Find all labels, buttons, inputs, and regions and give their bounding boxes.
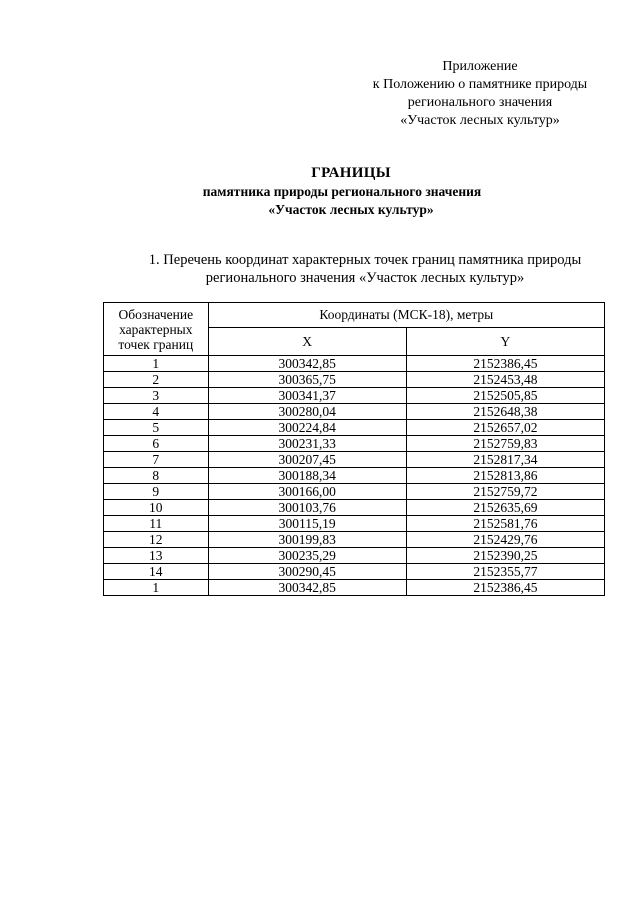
y-coordinate-cell: 2152635,69 [406,500,604,516]
table-row [104,404,605,420]
x-coordinate-cell: 300290,45 [208,564,406,580]
table-row [104,452,605,468]
point-cell: 2 [104,372,209,388]
table-row [104,516,605,532]
x-column-header: X [208,328,406,356]
appendix-note [330,58,630,130]
y-coordinate-cell: 2152657,02 [406,420,604,436]
point-cell: 4 [104,404,209,420]
x-coordinate-cell: 300115,19 [208,516,406,532]
x-coordinate-cell: 300342,85 [208,356,406,372]
y-column-header: Y [406,328,604,356]
table-row [104,580,605,596]
y-coordinate-cell: 2152429,76 [406,532,604,548]
point-cell: 10 [104,500,209,516]
appendix-line: Приложение [442,59,518,74]
x-coordinate-cell: 300188,34 [208,468,406,484]
point-cell: 5 [104,420,209,436]
appendix-line: регионального значения [407,95,553,110]
table-row [104,500,605,516]
point-cell: 13 [104,548,209,564]
table-row [104,420,605,436]
x-coordinate-cell: 300103,76 [208,500,406,516]
point-cell: 9 [104,484,209,500]
appendix-line: «Участок лесных культур» [400,113,560,128]
x-coordinate-cell: 300166,00 [208,484,406,500]
point-header-line: Обозначение [118,306,194,322]
y-coordinate-cell: 2152813,86 [406,468,604,484]
x-coordinate-cell: 300207,45 [208,452,406,468]
table-row [104,564,605,580]
point-cell: 7 [104,452,209,468]
coordinates-group-header: Координаты (МСК-18), метры [208,303,604,328]
y-coordinate-cell: 2152453,48 [406,372,604,388]
table-row [104,484,605,500]
x-coordinate-cell: 300231,33 [208,436,406,452]
y-coordinate-cell: 2152581,76 [406,516,604,532]
x-coordinate-cell: 300280,04 [208,404,406,420]
coordinates-table [103,302,605,596]
section-heading [100,251,630,287]
point-cell: 8 [104,468,209,484]
y-coordinate-cell: 2152759,83 [406,436,604,452]
section-heading-line: 1. Перечень координат характерных точек границ памятника природы [148,252,582,268]
title-name: «Участок лесных культур» [268,202,434,217]
y-coordinate-cell: 2152355,77 [406,564,604,580]
table-header [104,303,605,356]
x-coordinate-cell: 300235,29 [208,548,406,564]
point-header-line: характерных [119,321,193,337]
table-row [104,532,605,548]
y-coordinate-cell: 2152759,72 [406,484,604,500]
table-row [104,468,605,484]
document-title [0,164,640,219]
y-coordinate-cell: 2152386,45 [406,580,604,596]
point-cell: 1 [104,580,209,596]
y-coordinate-cell: 2152386,45 [406,356,604,372]
x-coordinate-cell: 300199,83 [208,532,406,548]
x-coordinate-cell: 300365,75 [208,372,406,388]
table-header-row [104,303,605,328]
table-row [104,548,605,564]
table-body [104,356,605,596]
title-subtitle: памятника природы регионального значения [202,184,482,199]
table-row [104,356,605,372]
table-row [104,436,605,452]
appendix-line: к Положению о памятнике природы [372,77,588,92]
point-header-line: точек границ [118,336,194,352]
y-coordinate-cell: 2152390,25 [406,548,604,564]
point-cell: 11 [104,516,209,532]
y-coordinate-cell: 2152505,85 [406,388,604,404]
point-cell: 14 [104,564,209,580]
point-cell: 6 [104,436,209,452]
point-cell: 1 [104,356,209,372]
section-heading-line: регионального значения «Участок лесных культур» [205,270,525,286]
table-row [104,372,605,388]
x-coordinate-cell: 300341,37 [208,388,406,404]
point-cell: 3 [104,388,209,404]
table-row [104,388,605,404]
x-coordinate-cell: 300342,85 [208,580,406,596]
title-main: ГРАНИЦЫ [311,165,391,181]
x-coordinate-cell: 300224,84 [208,420,406,436]
y-coordinate-cell: 2152817,34 [406,452,604,468]
point-cell: 12 [104,532,209,548]
y-coordinate-cell: 2152648,38 [406,404,604,420]
point-column-header [104,303,209,356]
